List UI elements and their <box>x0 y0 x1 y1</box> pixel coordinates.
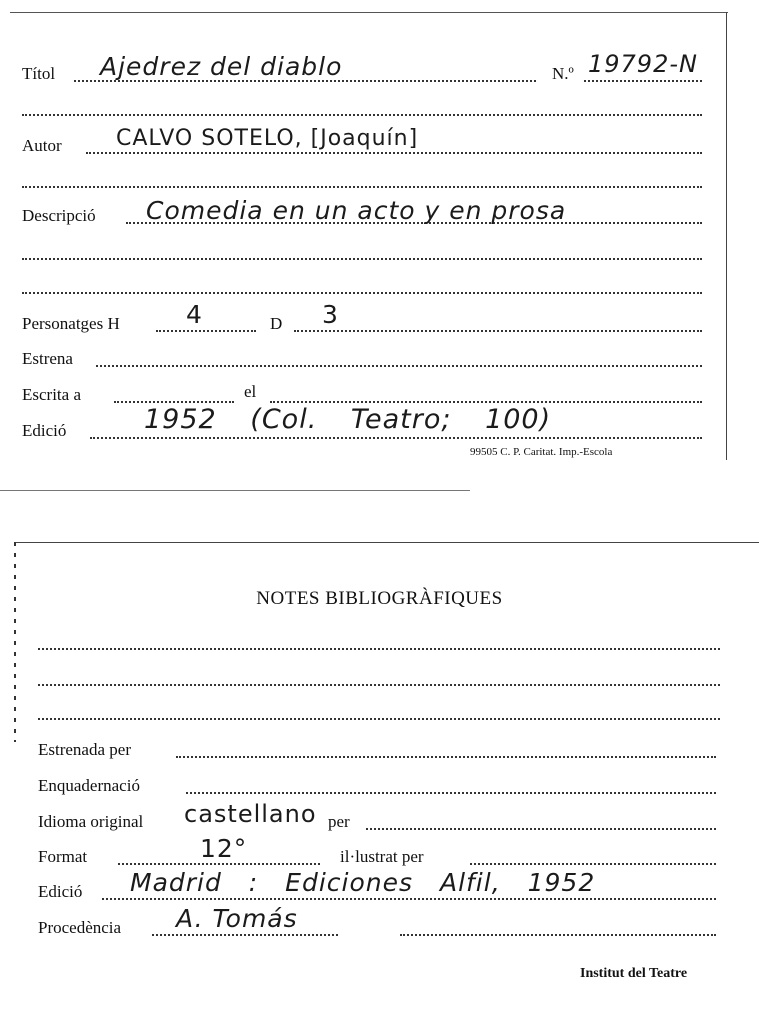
dotted-line <box>186 792 716 794</box>
catalog-card-front <box>0 0 759 500</box>
edicio-back-value: Madrid : Ediciones Alfil, 1952 <box>130 868 596 897</box>
titol-value: Ajedrez del diablo <box>100 52 343 81</box>
idioma-value: castellano <box>184 800 317 828</box>
dotted-line <box>90 437 702 439</box>
procedencia-label: Procedència <box>38 918 122 937</box>
format-label: Format <box>38 847 88 866</box>
printer-mark: 99505 C. P. Caritat. Imp.-Escola <box>470 446 613 458</box>
card-edge <box>14 542 759 543</box>
format-value: 12° <box>200 834 248 863</box>
idioma-label: Idioma original <box>38 812 144 831</box>
idioma-per-label: per <box>328 812 350 831</box>
card-edge <box>0 490 470 491</box>
descripcio-label: Descripció <box>22 206 96 225</box>
dotted-line <box>38 684 720 686</box>
dotted-line <box>470 863 716 865</box>
institution-stamp: Institut del Teatre <box>580 966 688 981</box>
enquadernacio-label: Enquadernació <box>38 776 140 795</box>
escrita-label: Escrita a <box>22 385 81 404</box>
dotted-line <box>118 863 320 865</box>
dotted-line <box>22 258 702 260</box>
dotted-line <box>22 186 702 188</box>
card-edge <box>726 12 727 460</box>
numero-value: 19792-N <box>588 50 698 78</box>
descripcio-value: Comedia en un acto y en prosa <box>146 196 567 225</box>
card-edge <box>10 12 728 13</box>
dotted-line <box>22 114 702 116</box>
dotted-line <box>366 828 716 830</box>
personatges-d-value: 3 <box>322 300 339 329</box>
autor-label: Autor <box>22 136 62 155</box>
edicio-value: 1952 (Col. Teatro; 100) <box>144 404 552 435</box>
notes-heading: NOTES BIBLIOGRÀFIQUES <box>256 588 503 609</box>
personatges-d-label: D <box>270 314 283 333</box>
estrena-label: Estrena <box>22 349 73 368</box>
dotted-line <box>114 401 234 403</box>
dotted-line <box>400 934 716 936</box>
dotted-line <box>96 365 702 367</box>
dotted-line <box>38 648 720 650</box>
dotted-line <box>86 152 702 154</box>
dotted-line <box>294 330 702 332</box>
procedencia-value: A. Tomás <box>176 904 298 933</box>
personatges-label: Personatges H <box>22 314 120 333</box>
illustrat-label: il·lustrat per <box>340 847 424 866</box>
dotted-line <box>156 330 256 332</box>
titol-label: Títol <box>22 64 56 83</box>
dotted-line <box>584 80 702 82</box>
edicio-label: Edició <box>22 421 67 440</box>
edicio-back-label: Edició <box>38 882 83 901</box>
dotted-line <box>176 756 716 758</box>
dotted-line <box>270 401 702 403</box>
dotted-line <box>38 718 720 720</box>
card-edge <box>14 542 16 742</box>
dotted-line <box>152 934 338 936</box>
autor-value: CALVO SOTELO, [Joaquín] <box>116 126 419 151</box>
estrenada-label: Estrenada per <box>38 740 131 759</box>
dotted-line <box>22 292 702 294</box>
personatges-h-value: 4 <box>186 300 203 329</box>
catalog-card-back <box>0 532 759 1028</box>
escrita-el-label: el <box>244 382 257 401</box>
dotted-line <box>102 898 716 900</box>
numero-label: N.º <box>552 64 574 83</box>
